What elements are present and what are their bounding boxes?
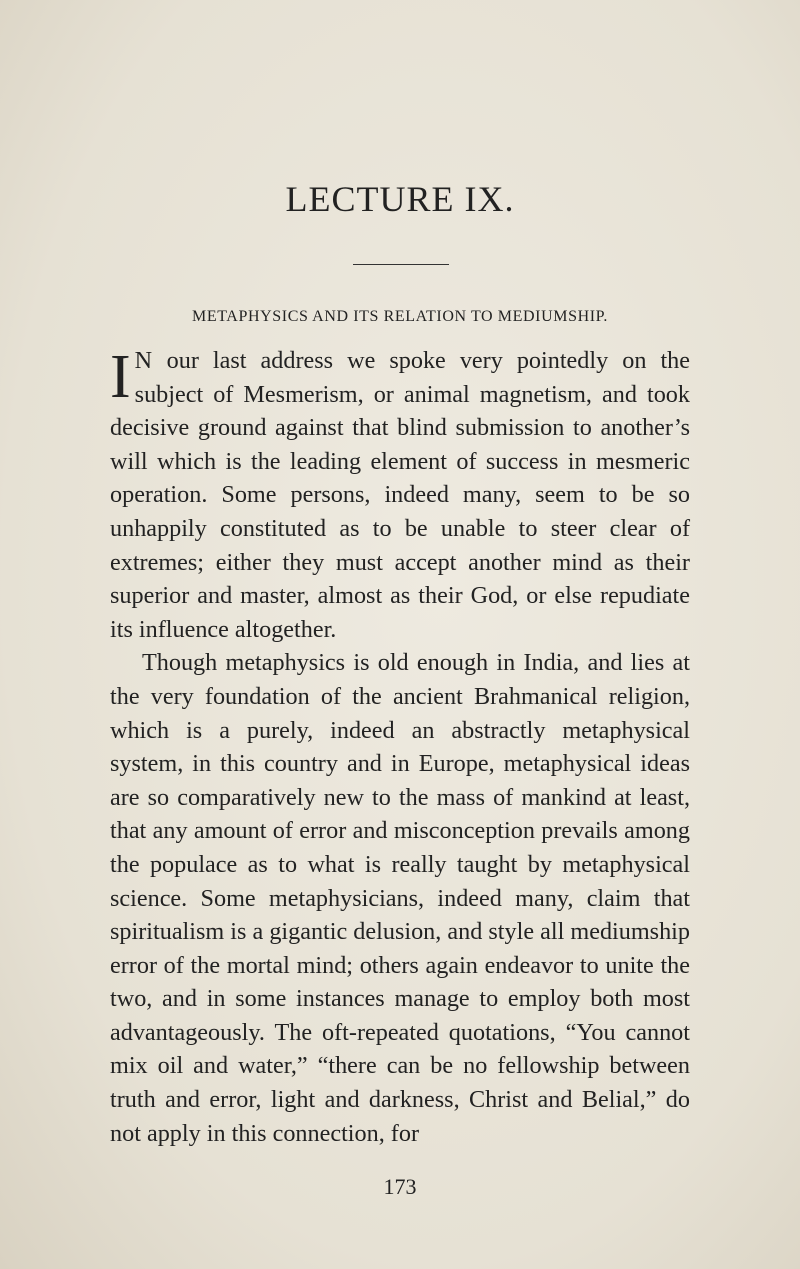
paragraph-2: Though metaphysics is old enough in India, and lies at the very foundation of the ancient Brahmanical religion, which is a purely, indeed an abstractly metaphysical system, in this country and in Europe, metaphysical ideas are so comparatively new to the mass of mankind at least, that any amount of error and misconception prevails among the populace as to what is really taught by metaphysical science. Some metaphysicians, indeed many, claim that spiritualism is a gigantic delusion, and style all mediumship error of the mortal mind; others again endeavor to unite the two, and in some instances manage to employ both most advantageously. The oft-repeated quotations, “You cannot mix oil and water,” “there can be no fellowship between truth and error, light and darkness, Christ and Belial,” do not apply in this connection, for — [110, 649, 690, 1147]
body-text — [110, 344, 690, 1150]
drop-cap: I — [110, 343, 131, 411]
chapter-title: LECTURE IX. — [285, 179, 515, 219]
chapter-subtitle: METAPHYSICS AND ITS RELATION TO MEDIUMSHIP. — [192, 308, 608, 325]
title-rule — [353, 264, 449, 265]
paragraph-1-text: our last address we spoke very pointedly on the subject of Mesmerism, or animal magnetism, and took decisive ground against that blind submission to another’s will which is the leading element of success in mesmeric operation. Some persons, indeed many, seem to be so unhappily constituted as to be unable to steer clear of extremes; either they must accept another mind as their superior and master, almost as their God, or else repudiate its influence altogether. — [110, 347, 690, 643]
page-number: 173 — [383, 1174, 417, 1199]
drop-cap-continuation: N — [134, 347, 153, 374]
paragraph-1 — [110, 344, 690, 646]
